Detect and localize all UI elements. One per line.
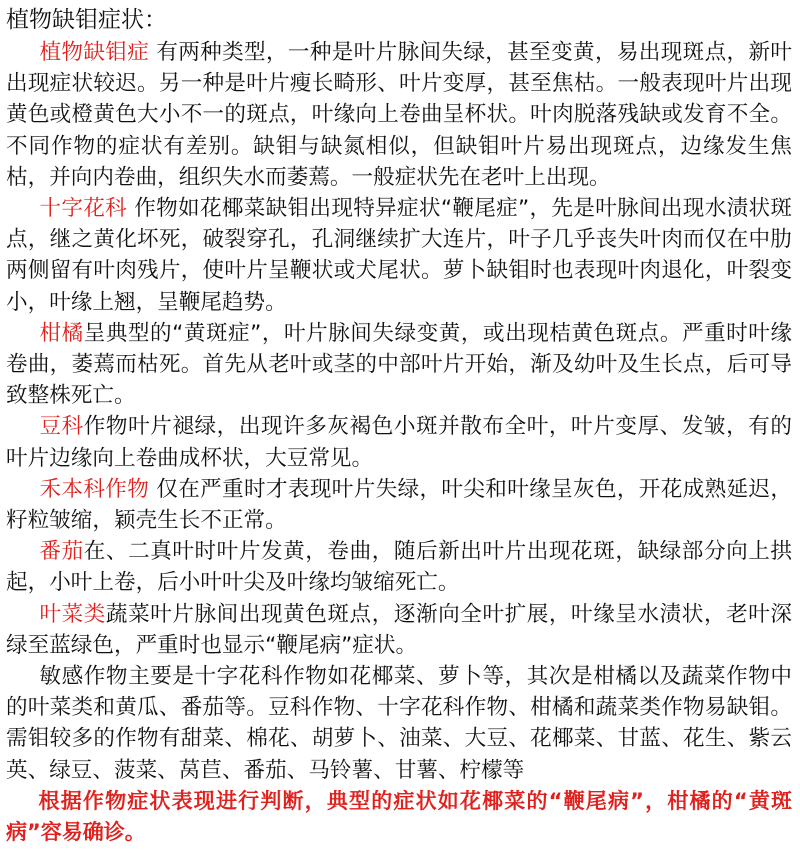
paragraph-text: 作物叶片褪绿，出现许多灰褐色小斑并散布全叶，叶片变厚、发皱，有的叶片边缘向上卷曲成杯状，大豆常见。 xyxy=(6,414,792,471)
paragraph-text: 仅在严重时才表现叶片失绿，叶尖和叶缘呈灰色，开花成熟延迟，籽粒皱缩，颖壳生长不正常。 xyxy=(6,476,792,534)
paragraph-leafy-vegetables xyxy=(6,599,792,661)
highlight-term: 十字花科 xyxy=(39,196,128,222)
paragraph-text: 作物如花椰菜缺钼出现特异症状“鞭尾症”，先是叶脉间出现水渍状斑点，继之黄化坏死，破裂穿孔，孔洞继续扩大连片，叶子几乎丧失叶肉而仅在中肋两侧留有叶肉残片，使叶片呈鞭状或犬尾状。萝卜缺钼时也表现叶肉退化，叶裂变小，叶缘上翘，呈鞭尾趋势。 xyxy=(6,196,792,315)
paragraph-text: 在、二真叶时叶片发黄，卷曲，随后新出叶片出现花斑，缺绿部分向上拱起，小叶上卷，后小叶叶尖及叶缘均皱缩死亡。 xyxy=(6,539,792,596)
paragraph-text: 有两种类型，一种是叶片脉间失绿，甚至变黄，易出现斑点，新叶出现症状较迟。另一种是叶片瘦长畸形、叶片变厚，甚至焦枯。一般表现叶片出现黄色或橙黄色大小不一的斑点，叶缘向上卷曲呈杯状。叶肉脱落残缺或发育不全。不同作物的症状有差别。缺钼与缺氮相似，但缺钼叶片易出现斑点，边缘发生焦枯，并向内卷曲，组织失水而萎蔫。一般症状先在老叶上出现。 xyxy=(6,40,792,190)
highlight-term: 叶菜类 xyxy=(39,601,106,627)
paragraph-legumes xyxy=(6,411,792,473)
paragraph-tomato xyxy=(6,536,792,598)
paragraph-text: 蔬菜叶片脉间出现黄色斑点，逐渐向全叶扩展，叶缘呈水渍状，老叶深绿至蓝绿色，严重时也显示“鞭尾病”症状。 xyxy=(6,601,792,658)
paragraph-gramineae xyxy=(6,474,792,536)
highlight-term: 豆科 xyxy=(39,414,84,440)
paragraph-sensitive-crops xyxy=(6,661,792,786)
highlight-term: 柑橘 xyxy=(39,320,84,346)
highlight-term: 禾本科作物 xyxy=(39,476,150,502)
paragraph-text: 呈典型的“黄斑症”，叶片脉间失绿变黄，或出现桔黄色斑点。严重时叶缘卷曲，萎蔫而枯死。首先从老叶或茎的中部叶片开始，渐及幼叶及生长点，后可导致整株死亡。 xyxy=(6,320,792,409)
paragraph-cruciferae xyxy=(6,193,792,318)
highlight-term: 番茄 xyxy=(39,539,84,565)
conclusion-paragraph: 根据作物症状表现进行判断，典型的症状如花椰菜的“鞭尾病”，柑橘的“黄斑病”容易确诊。 xyxy=(6,788,792,845)
paragraph-text: 敏感作物主要是十字花科作物如花椰菜、萝卜等，其次是柑橘以及蔬菜作物中的叶菜类和黄瓜、番茄等。豆科作物、十字花科作物、柑橘和蔬菜类作物易缺钼。需钼较多的作物有甜菜、棉花、胡萝卜、油菜、大豆、花椰菜、甘蓝、花生、紫云英、绿豆、菠菜、莴苣、番茄、马铃薯、甘薯、柠檬等 xyxy=(6,664,792,783)
highlight-term: 植物缺钼症 xyxy=(39,40,150,65)
page-title: 植物缺钼症状： xyxy=(6,7,167,33)
paragraph-molybdenum-deficiency xyxy=(6,37,792,193)
paragraph-citrus xyxy=(6,318,792,412)
